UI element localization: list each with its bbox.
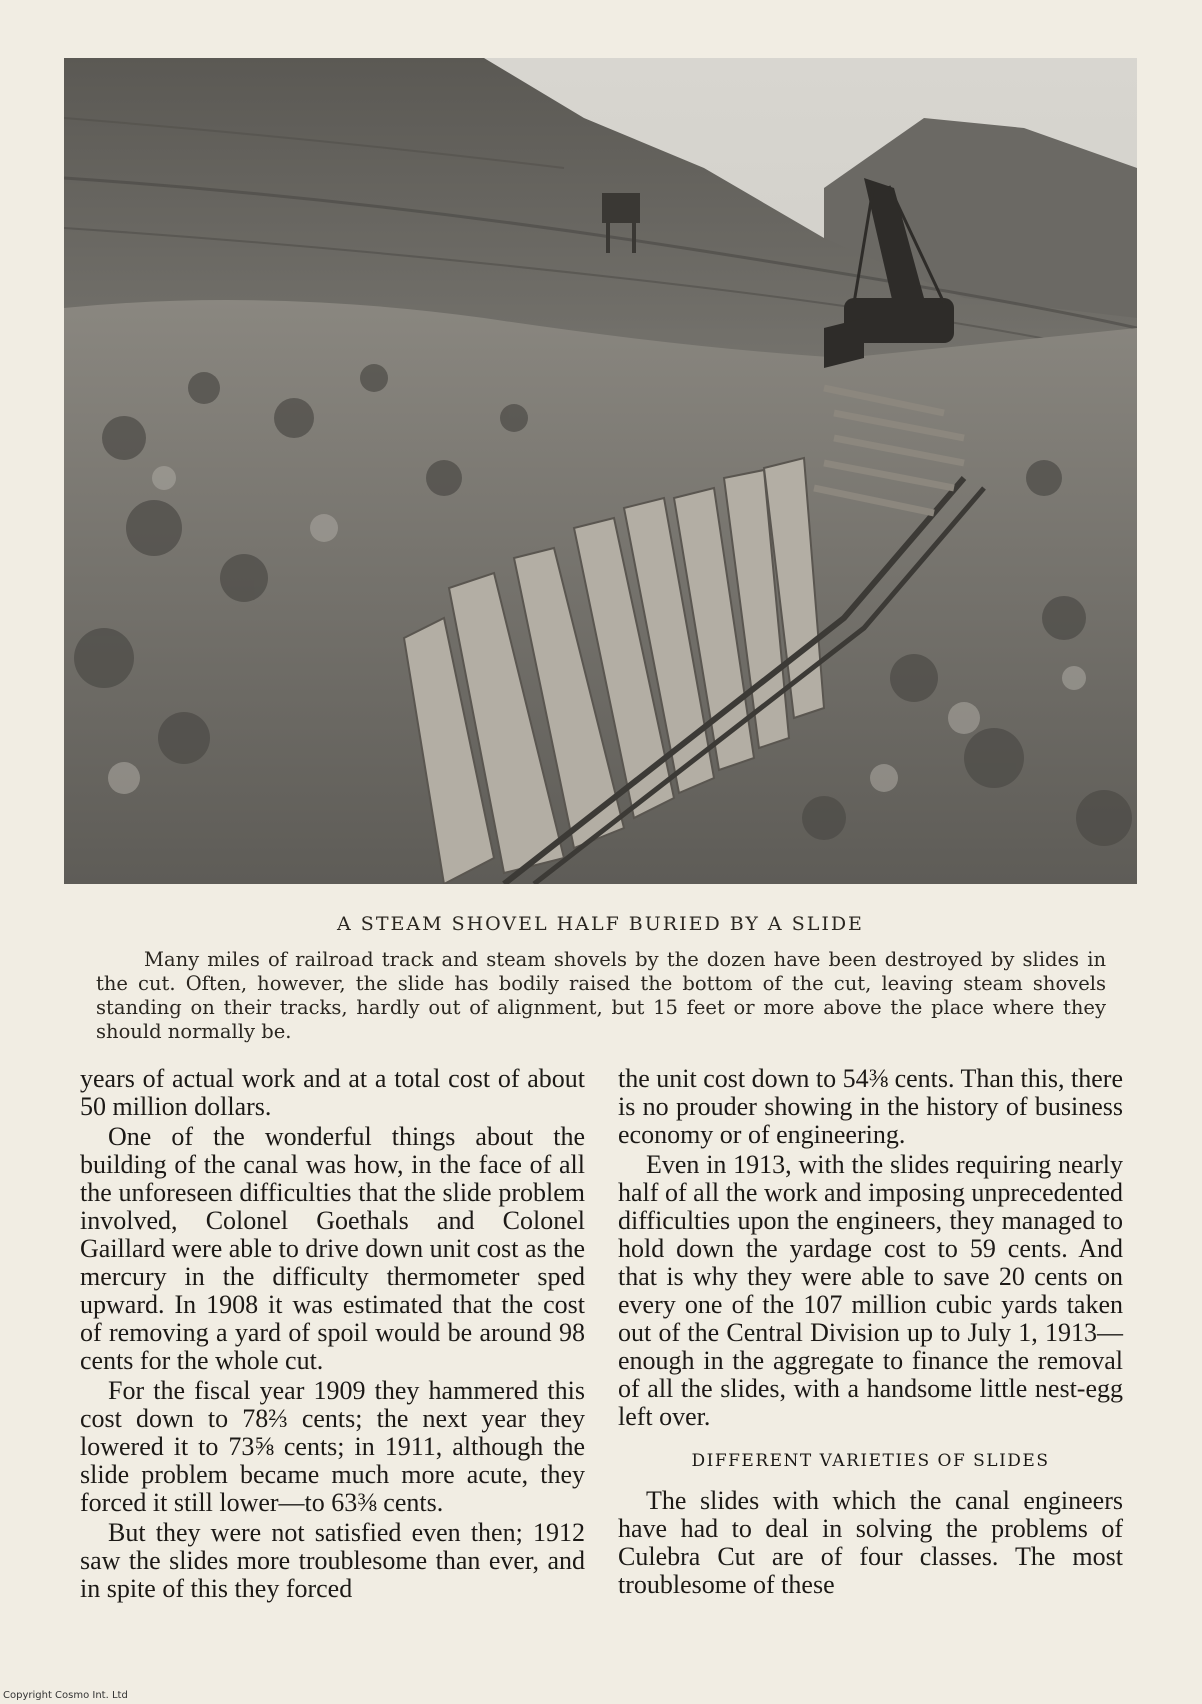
right-paragraph-1: the unit cost down to 54⅜ cents. Than this, there is no prouder showing in the history of business economy or of engineering.: [618, 1064, 1123, 1149]
photo-caption-text: Many miles of railroad track and steam shovels by the dozen have been destroyed by slides in the cut. Often, however, the slide has bodily raised the bottom of the cut, leaving steam shovels standing on their tracks, hardly out of alignment, but 15 feet or more above the place where they should normally be.: [96, 948, 1106, 1043]
copyright-notice: Copyright Cosmo Int. Ltd: [3, 1690, 128, 1701]
left-paragraph-4: But they were not satisfied even then; 1912 saw the slides more troublesome than ever, and in spite of this they forced: [80, 1518, 585, 1603]
photo-caption-body: [96, 948, 1106, 1044]
right-column: [618, 1065, 1123, 1601]
photo-caption-title: A STEAM SHOVEL HALF BURIED BY A SLIDE: [337, 913, 864, 935]
left-paragraph-2: One of the wonderful things about the building of the canal was how, in the face of all the unforeseen difficulties that the slide problem involved, Colonel Goethals and Colonel Gaillard were able to drive down unit cost as the mercury in the difficulty thermometer sped upward. In 1908 it was estimated that the cost of removing a yard of spoil would be around 98 cents for the whole cut.: [80, 1122, 585, 1375]
left-column: [80, 1065, 585, 1605]
section-heading: DIFFERENT VARIETIES OF SLIDES: [691, 1451, 1050, 1471]
left-paragraph-1: years of actual work and at a total cost of about 50 million dollars.: [80, 1064, 585, 1121]
right-paragraph-3: The slides with which the canal engineers have had to deal in solving the problems of Culebra Cut are of four classes. The most troublesome of these: [618, 1486, 1123, 1599]
steam-shovel-slide-photo: [64, 58, 1137, 884]
left-paragraph-3: For the fiscal year 1909 they hammered this cost down to 78⅔ cents; the next year they lowered it to 73⅝ cents; in 1911, although the slide problem became much more acute, they forced it still lower—to 63⅜ cents.: [80, 1376, 585, 1517]
right-paragraph-2: Even in 1913, with the slides requiring nearly half of all the work and imposing unprecedented difficulties upon the engineers, they managed to hold down the yardage cost to 59 cents. And that is why they were able to save 20 cents on every one of the 107 million cubic yards taken out of the Central Division up to July 1, 1913—enough in the aggregate to finance the removal of all the slides, with a handsome little nest-egg left over.: [618, 1150, 1123, 1431]
